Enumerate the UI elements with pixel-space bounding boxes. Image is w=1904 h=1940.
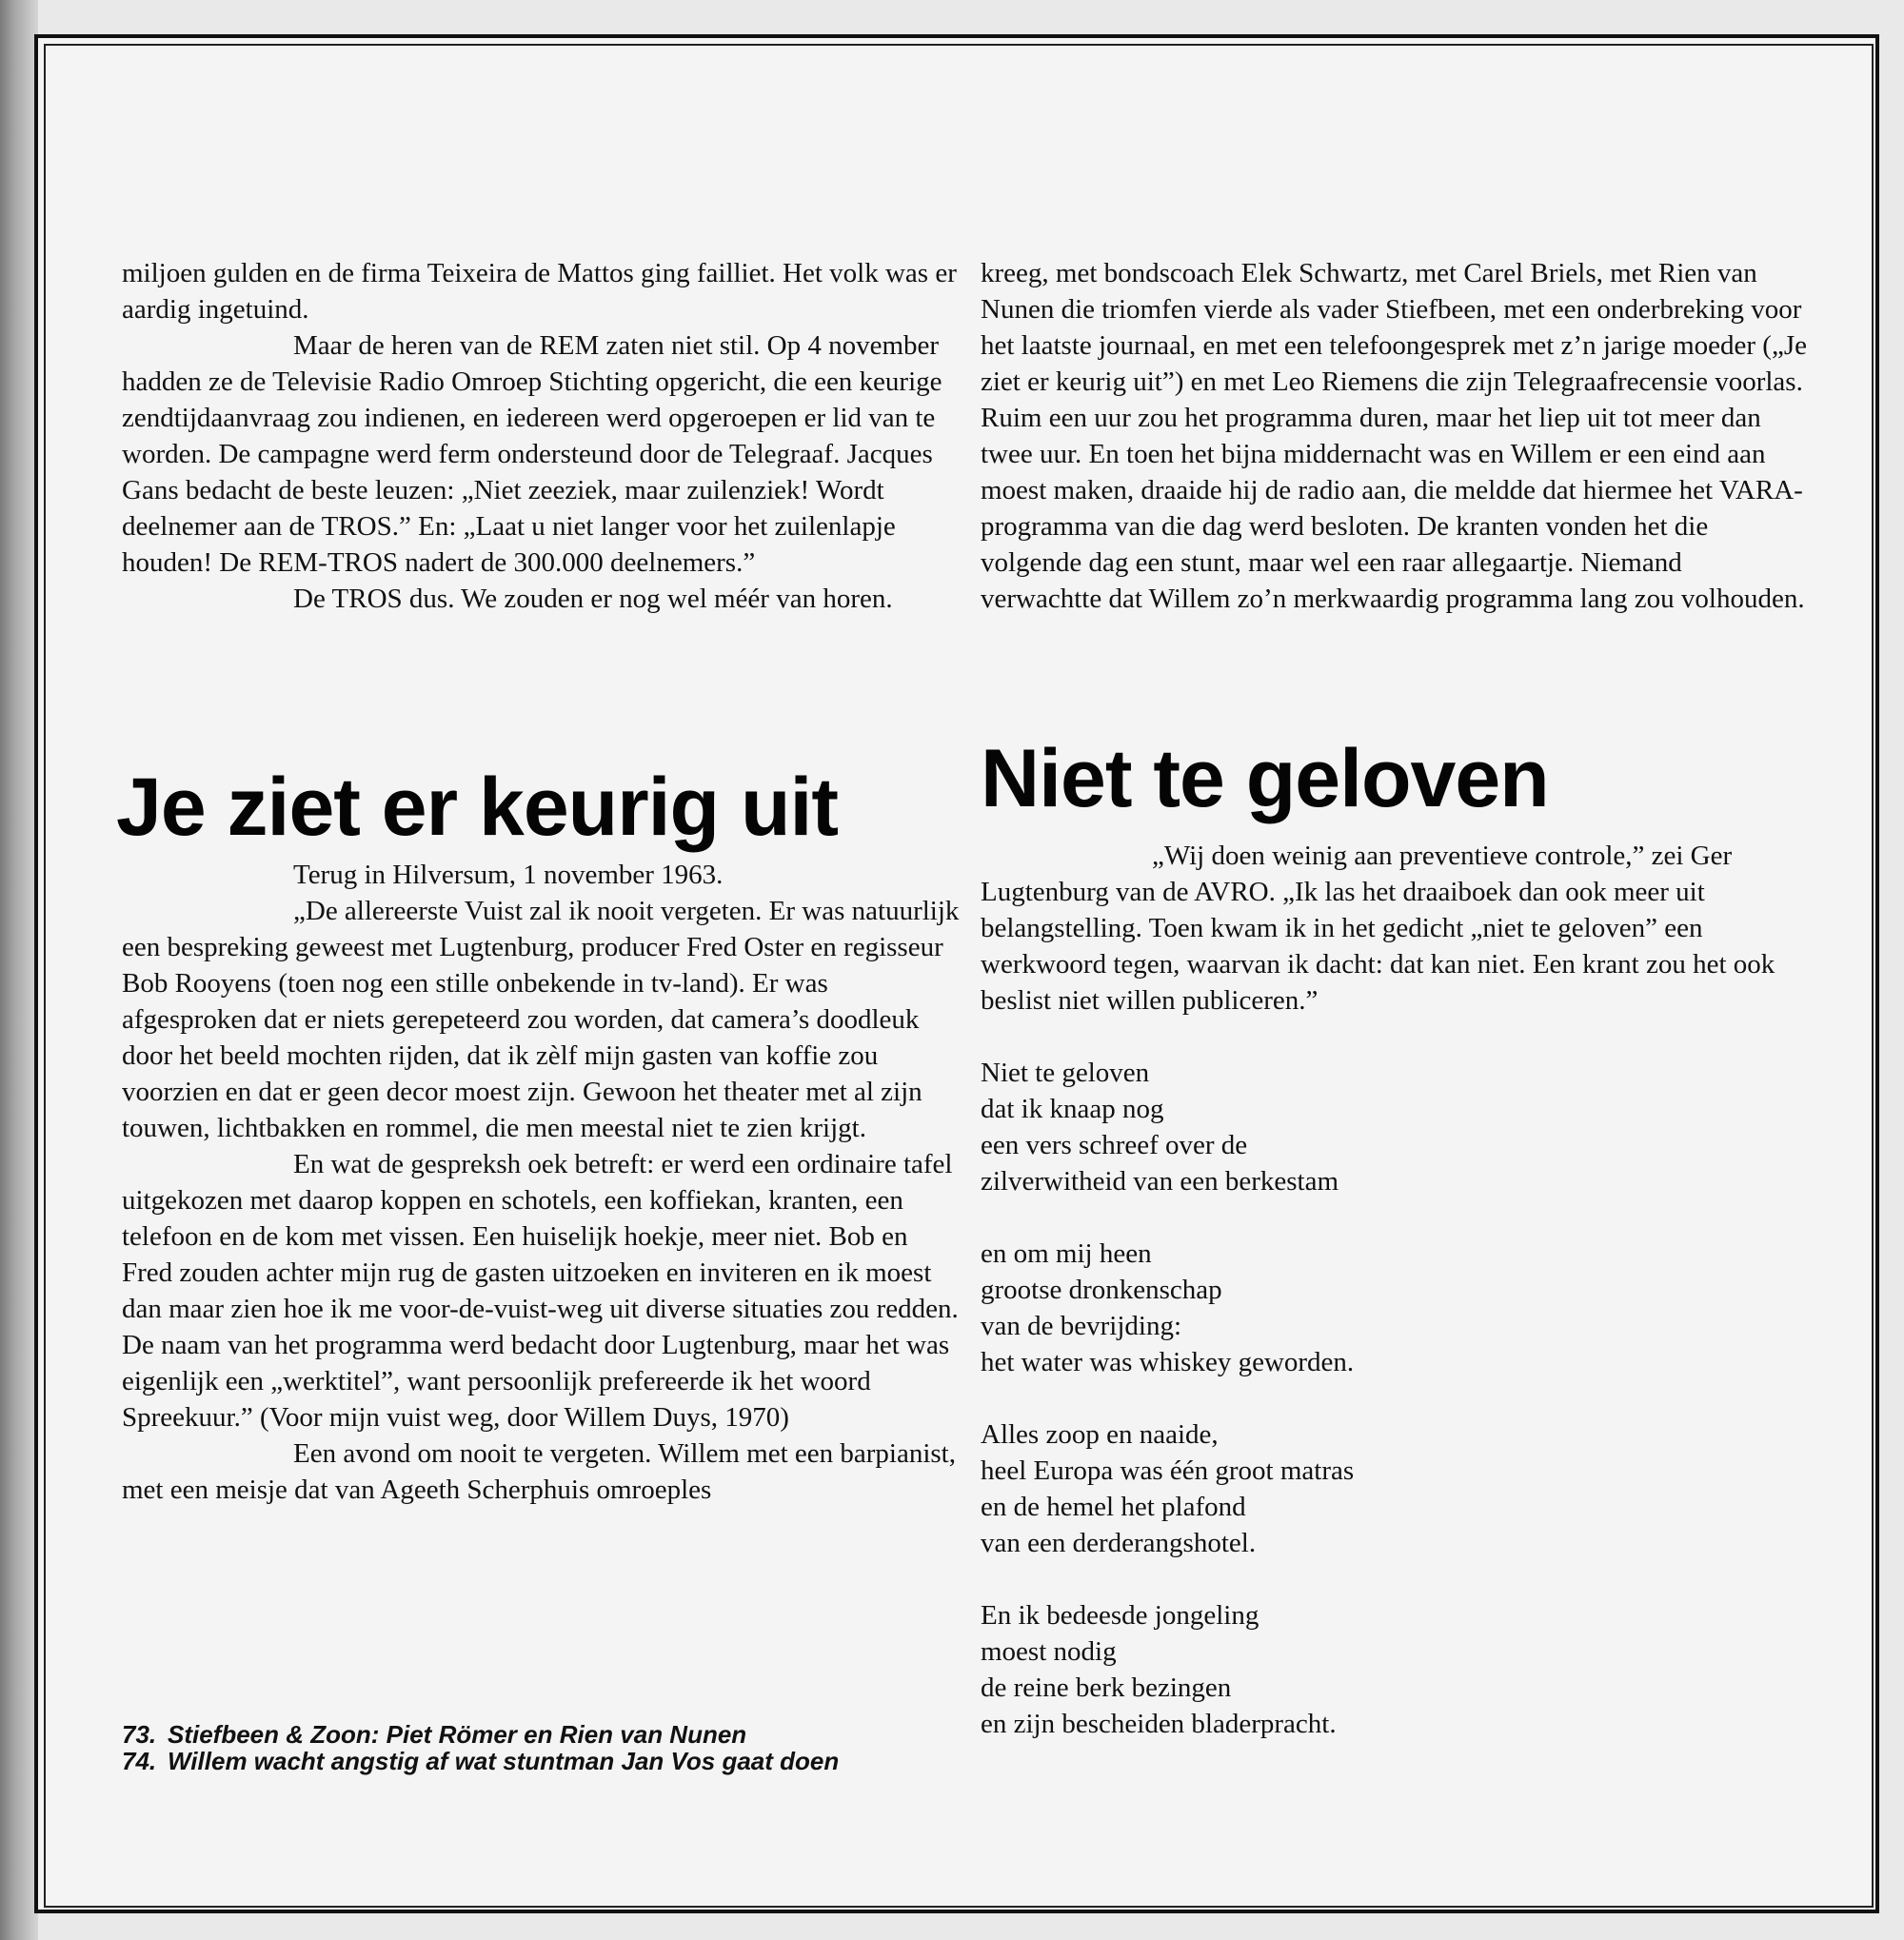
tros-paragraph: De TROS dus. We zouden er nog wel méér van horen. bbox=[293, 584, 893, 614]
poem-line: grootse dronkenschap bbox=[981, 1275, 1222, 1305]
poem-line: van de bevrijding: bbox=[981, 1311, 1182, 1341]
poem-line: het water was whiskey geworden. bbox=[981, 1347, 1355, 1377]
caption-73 bbox=[122, 1721, 902, 1748]
poem-stanza bbox=[981, 1597, 1809, 1742]
poem-stanza bbox=[981, 1236, 1809, 1380]
caption-number: 74. bbox=[122, 1747, 157, 1775]
left-continuation-paragraph: miljoen gulden en de firma Teixeira de Mattos ging failliet. Het volk was er aardig ingetuind. bbox=[122, 258, 957, 325]
section-left-paragraph-2: „De allereerste Vuist zal ik nooit vergeten. Er was natuurlijk een bespreking geweest met Lugtenburg, producer Fred Oster en regisseur Bob Rooyens (toen nog een stille onbekende in tv-land). Er was afgesproken dat er niets gerepeteerd zou worden, dat camera’s doodleuk door het beeld mochten rijden, dat ik zèlf mijn gasten van koffie zou voorzien en dat er geen decor moest zijn. Gewoon het theater met al zijn touwen, lichtbakken en rommel, die men meestal niet te zien krijgt. bbox=[122, 896, 960, 1143]
poem-line: en zijn bescheiden bladerpracht. bbox=[981, 1709, 1337, 1739]
section-left-paragraph-3: En wat de gespreksh oek betreft: er werd een ordinaire tafel uitgekozen met daarop koppen en schotels, een koffiekan, kranten, een telefoon en de kom met vissen. Een huiselijk hoekje, meer niet. Bob en Fred zouden achter mijn rug de gasten uitzoeken en inviteren en ik moest dan maar zien hoe ik me voor-de-vuist-weg uit diverse situaties zou redden. De naam van het programma werd bedacht door Lugtenburg, maar het was eigenlijk een „werktitel”, want persoonlijk prefereerde ik het woord Spreekuur.” (Voor mijn vuist weg, door Willem Duys, 1970) bbox=[122, 1149, 959, 1433]
right-column-section bbox=[981, 838, 1809, 1778]
section-right-paragraph-1: „Wij doen weinig aan preventieve controle,” zei Ger Lugtenburg van de AVRO. „Ik las het draaiboek dan ook meer uit belangstelling. Toen kwam ik in het gedicht „niet te geloven” een werkwoord tegen, waarvan ik dacht: dat kan niet. Een krant zou het ook beslist niet willen publiceren.” bbox=[981, 841, 1775, 1016]
headline-je-ziet-er-keurig-uit: Je ziet er keurig uit bbox=[116, 762, 839, 853]
headline-niet-te-geloven: Niet te geloven bbox=[981, 733, 1549, 824]
poem-line: moest nodig bbox=[981, 1636, 1117, 1667]
right-column-top bbox=[981, 255, 1809, 617]
poem-line: Alles zoop en naaide, bbox=[981, 1419, 1219, 1450]
poem-line: heel Europa was één groot matras bbox=[981, 1455, 1355, 1486]
caption-text: Willem wacht angstig af wat stuntman Jan Vos gaat doen bbox=[168, 1747, 840, 1775]
poem bbox=[981, 1055, 1809, 1742]
headline-right-wrap bbox=[981, 733, 1818, 824]
poem-line: zilverwitheid van een berkestam bbox=[981, 1166, 1339, 1197]
right-continuation-paragraph: kreeg, met bondscoach Elek Schwartz, met Carel Briels, met Rien van Nunen die triomfen vierde als vader Stiefbeen, met een onderbreking voor het laatste journaal, en met een telefoongesprek met z’n jarige moeder („Je ziet er keurig uit”) en met Leo Riemens die zijn Telegraafrecensie voorlas. Ruim een uur zou het programma duren, maar het liep uit tot meer dan twee uur. En toen het bijna middernacht was en Willem er een eind aan moest maken, draaide hij de radio aan, die meldde dat hiermee het VARA-programma van die dag werd besloten. De kranten vonden het die volgende dag een stunt, maar wel een raar allegaartje. Niemand verwachtte dat Willem zo’n merkwaardig programma lang zou volhouden. bbox=[981, 258, 1807, 614]
caption-number: 73. bbox=[122, 1720, 157, 1749]
left-column-section bbox=[122, 857, 960, 1508]
left-column-top bbox=[122, 255, 960, 617]
section-left-paragraph-1: Terug in Hilversum, 1 november 1963. bbox=[293, 860, 724, 890]
poem-line: Niet te geloven bbox=[981, 1058, 1150, 1088]
poem-line: van een derderangshotel. bbox=[981, 1528, 1257, 1558]
poem-line: een vers schreef over de bbox=[981, 1130, 1248, 1160]
poem-stanza bbox=[981, 1055, 1809, 1199]
poem-line: dat ik knaap nog bbox=[981, 1094, 1164, 1124]
book-spine-shadow bbox=[0, 0, 38, 1940]
poem-line: en om mij heen bbox=[981, 1238, 1152, 1269]
photo-captions bbox=[122, 1721, 902, 1774]
rem-paragraph: Maar de heren van de REM zaten niet stil. Op 4 november hadden ze de Televisie Radio Omroep Stichting opgericht, die een keurige zendtijdaanvraag zou indienen, en iedereen werd opgeroepen er lid van te worden. De campagne werd ferm ondersteund door de Telegraaf. Jacques Gans bedacht de beste leuzen: „Niet zeeziek, maar zuilenziek! Wordt deelnemer aan de TROS.” En: „Laat u niet langer voor het zuilenlapje houden! De REM-TROS nadert de 300.000 deelnemers.” bbox=[122, 330, 942, 578]
caption-text: Stiefbeen & Zoon: Piet Römer en Rien van Nunen bbox=[168, 1720, 747, 1749]
caption-74 bbox=[122, 1748, 902, 1774]
poem-line: de reine berk bezingen bbox=[981, 1673, 1232, 1703]
poem-stanza bbox=[981, 1416, 1809, 1561]
poem-line: en de hemel het plafond bbox=[981, 1492, 1246, 1522]
poem-line: En ik bedeesde jongeling bbox=[981, 1600, 1259, 1631]
section-left-paragraph-4: Een avond om nooit te vergeten. Willem met een barpianist, met een meisje dat van Ageeth Scherphuis omroeples bbox=[122, 1438, 956, 1505]
headline-left-wrap bbox=[116, 762, 973, 853]
